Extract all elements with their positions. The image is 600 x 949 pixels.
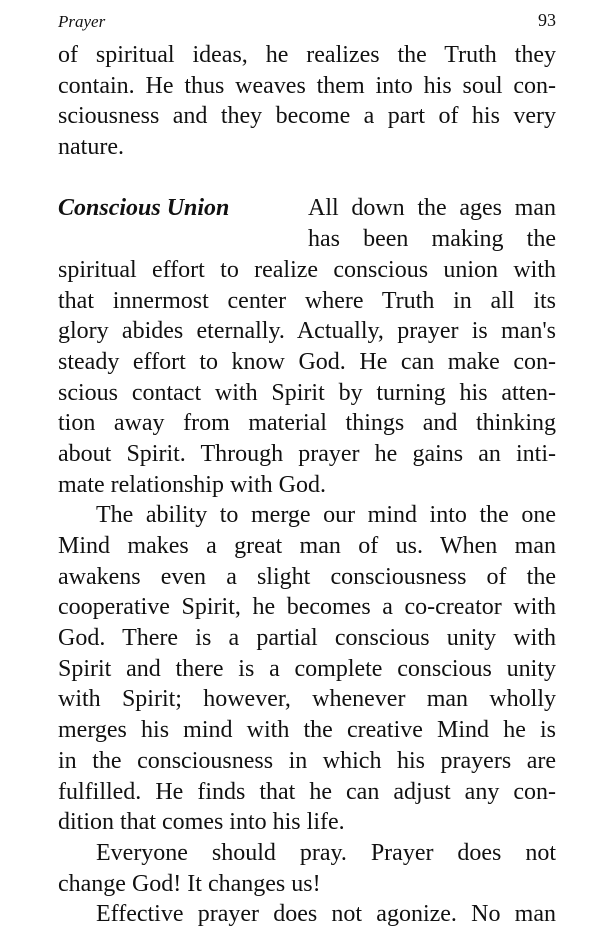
text-line: about Spirit. Through prayer he gains an inti- [58, 440, 556, 467]
paragraph [58, 40, 556, 163]
text-line: merges his mind with the creative Mind he is [58, 717, 556, 744]
text-line: cooperative Spirit, he becomes a co-creator with [58, 594, 556, 621]
page-number: 93 [538, 10, 556, 30]
text-line: sciousness and they become a part of his very [58, 103, 556, 130]
text-line: spiritual effort to realize conscious union with [58, 256, 556, 283]
text-line: All down the ages man [308, 195, 556, 222]
text-line: Spirit and there is a complete conscious unity [58, 655, 556, 682]
text-line: has been making the [308, 226, 556, 253]
text-line: with Spirit; however, whenever man wholly [58, 686, 556, 713]
page-body [58, 40, 556, 930]
text-line: change God! It changes us! [58, 870, 321, 897]
text-line: glory abides eternally. Actually, prayer is man's [58, 318, 556, 345]
text-line: Everyone should pray. Prayer does not [96, 839, 556, 866]
text-line: The ability to merge our mind into the one [96, 502, 556, 529]
text-line: contain. He thus weaves them into his soul con- [58, 72, 556, 99]
text-line: fulfilled. He finds that he can adjust any con- [58, 778, 556, 805]
paragraph [58, 500, 556, 838]
text-line: awakens even a slight consciousness of the [58, 563, 556, 590]
text-line: steady effort to know God. He can make con- [58, 348, 556, 375]
text-line: tion away from material things and thinking [58, 410, 556, 437]
text-line: Effective prayer does not agonize. No man [96, 901, 556, 928]
text-line: in the consciousness in which his prayers are [58, 747, 556, 774]
paragraph [58, 899, 556, 930]
running-title: Prayer [58, 12, 106, 31]
paragraph [58, 838, 556, 899]
text-line: scious contact with Spirit by turning his atten- [58, 379, 556, 406]
text-line: that innermost center where Truth in all its [58, 287, 556, 314]
text-line: God. There is a partial conscious unity with [58, 625, 556, 652]
text-line: mate relationship with God. [58, 471, 326, 498]
section-heading: Conscious Union [58, 195, 230, 222]
text-line: dition that comes into his life. [58, 809, 345, 836]
text-line: Mind makes a great man of us. When man [58, 533, 556, 559]
text-line: nature. [58, 134, 124, 161]
text-line: of spiritual ideas, he realizes the Truth they [58, 42, 556, 68]
section-conscious-union [58, 193, 556, 500]
